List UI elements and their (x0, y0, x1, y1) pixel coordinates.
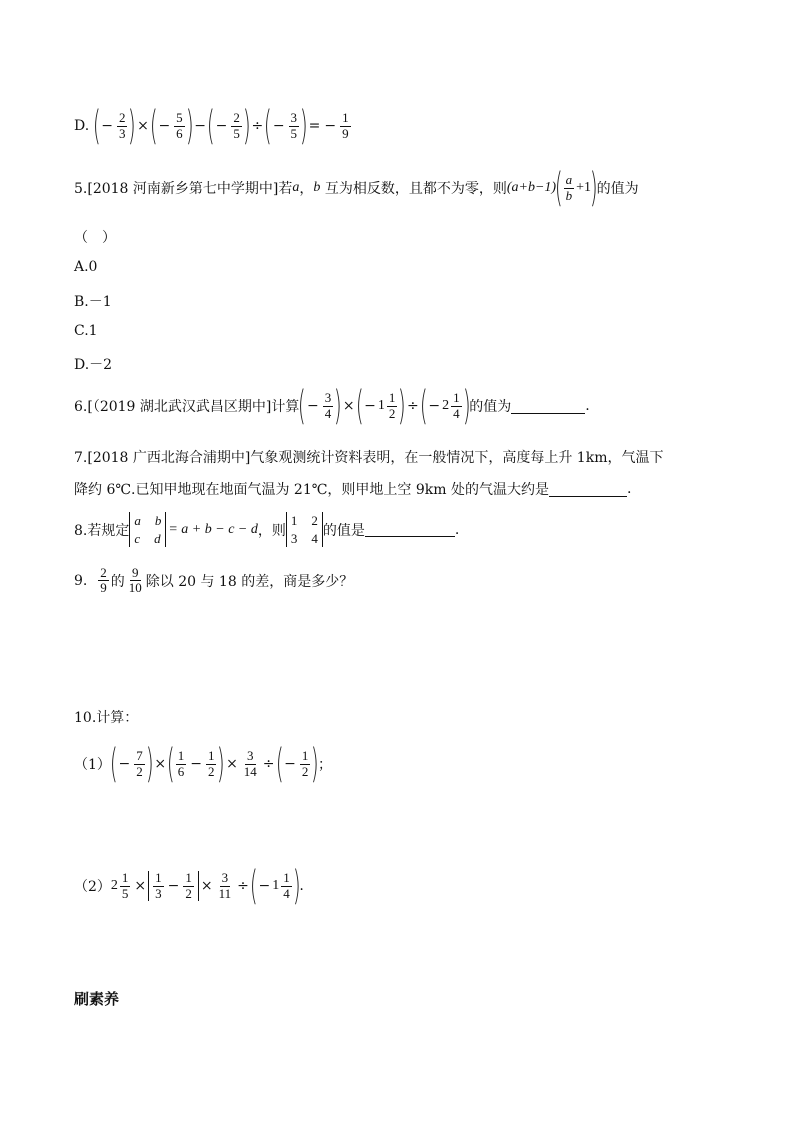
fraction: $\frac{3}{11}$ (218, 870, 232, 901)
fraction: $\frac{a}{b}$ (565, 172, 573, 203)
section-title: 刷素养 (74, 990, 120, 1008)
question-10-part-1: （1） ( − $\frac{7}{2}$ ) × ( $\frac{1}{6}$ − $\frac{1}{2}$ ) × $\frac{3}{14}$ ÷ ( − $\frac{1}{2}$ ) ； (74, 741, 332, 787)
mixed-number: 2 $\frac{1}{4}$ (442, 390, 460, 421)
answer-blank[interactable] (549, 482, 627, 497)
question-9: 9. $\frac{2}{9}$ 的 $\frac{9}{10}$ 除以 20 与 18 的差，商是多少？ (74, 565, 354, 596)
mixed-number: 2 $\frac{1}{5}$ (110, 870, 129, 901)
fraction: $\frac{2}{9}$ (100, 565, 107, 596)
fraction: $\frac{9}{10}$ (128, 565, 142, 596)
expression: (a+b−1) (506, 180, 557, 195)
fraction: $\frac{2}{3}$ (118, 110, 126, 141)
answer-blank[interactable] (511, 399, 585, 414)
question-10-title: 10.计算： (74, 710, 139, 726)
question-text: 5.[2018 河南新乡第七中学期中]若 (74, 181, 293, 197)
determinant: 1 2 3 4 (286, 512, 323, 547)
question-7-line-1: 7.[2018 广西北海合浦期中]气象观测统计资料表明，在一般情况下，高度每上升 1km，气温下 (74, 450, 664, 466)
question-7-line-2: 降约 6℃.已知甲地现在地面气温为 21℃，则甲地上空 9km 处的气温大约是 . (74, 481, 632, 498)
answer-blank[interactable] (365, 522, 455, 537)
fraction: $\frac{3}{5}$ (290, 110, 298, 141)
absolute-value: $\frac{1}{3}$ − $\frac{1}{2}$ (148, 871, 199, 901)
q5-answer-paren: （ ） (74, 230, 116, 246)
question-6: 6.[（2019 湖北武汉武昌区期中]计算 ( − $\frac{3}{4}$ ) × ( − 1 $\frac{1}{2}$ ) ÷ ( − 2 $\frac{1}{4}$ ) 的值为 . (74, 383, 590, 429)
q5-option-a: A.0 (74, 259, 98, 275)
determinant: a b c d (129, 512, 166, 547)
mixed-number: 1 $\frac{1}{4}$ (272, 870, 290, 901)
q5-option-b: B.－1 (74, 294, 112, 310)
option-label: D. (74, 118, 90, 134)
question-5: 5.[2018 河南新乡第七中学期中]若 a ， b 互为相反数，且都不为零，则 (a+b−1) ( $\frac{a}{b}$ +1 ) 的值为 (74, 165, 639, 211)
q5-option-c: C.1 (74, 323, 98, 339)
fraction: $\frac{5}{6}$ (176, 110, 183, 141)
fraction: $\frac{1}{6}$ (177, 748, 185, 779)
q5-option-d: D.－2 (74, 357, 113, 373)
fraction: $\frac{7}{2}$ (136, 748, 143, 779)
fraction: $\frac{3}{4}$ (324, 390, 332, 421)
question-text: 8.若规定 (74, 522, 130, 539)
question-text: 6.[（2019 湖北武汉武昌区期中]计算 (74, 399, 300, 415)
q4-option-d: D. ( − $\frac{2}{3}$ ) × ( − $\frac{5}{6}$ ) − ( − $\frac{2}{5}$ ) ÷ ( − $\frac{3}{5}$ ) = − $\frac{1}{9}$ (74, 103, 349, 149)
question-8: 8.若规定 a b c d = a + b − c − d ，则 1 2 3 4 的值是 . (74, 513, 460, 546)
fraction: $\frac{1}{2}$ (301, 748, 309, 779)
mixed-number: 1 $\frac{1}{2}$ (377, 390, 396, 421)
fraction: $\frac{1}{9}$ (342, 110, 349, 141)
question-10-part-2: （2） 2 $\frac{1}{5}$ × $\frac{1}{3}$ − $\frac{1}{2}$ × $\frac{3}{11}$ ÷ ( − 1 $\frac{1}{4}$ ) . (74, 863, 304, 909)
fraction: $\frac{1}{2}$ (207, 748, 215, 779)
fraction: $\frac{2}{5}$ (233, 110, 240, 141)
fraction: $\frac{3}{14}$ (243, 748, 257, 779)
